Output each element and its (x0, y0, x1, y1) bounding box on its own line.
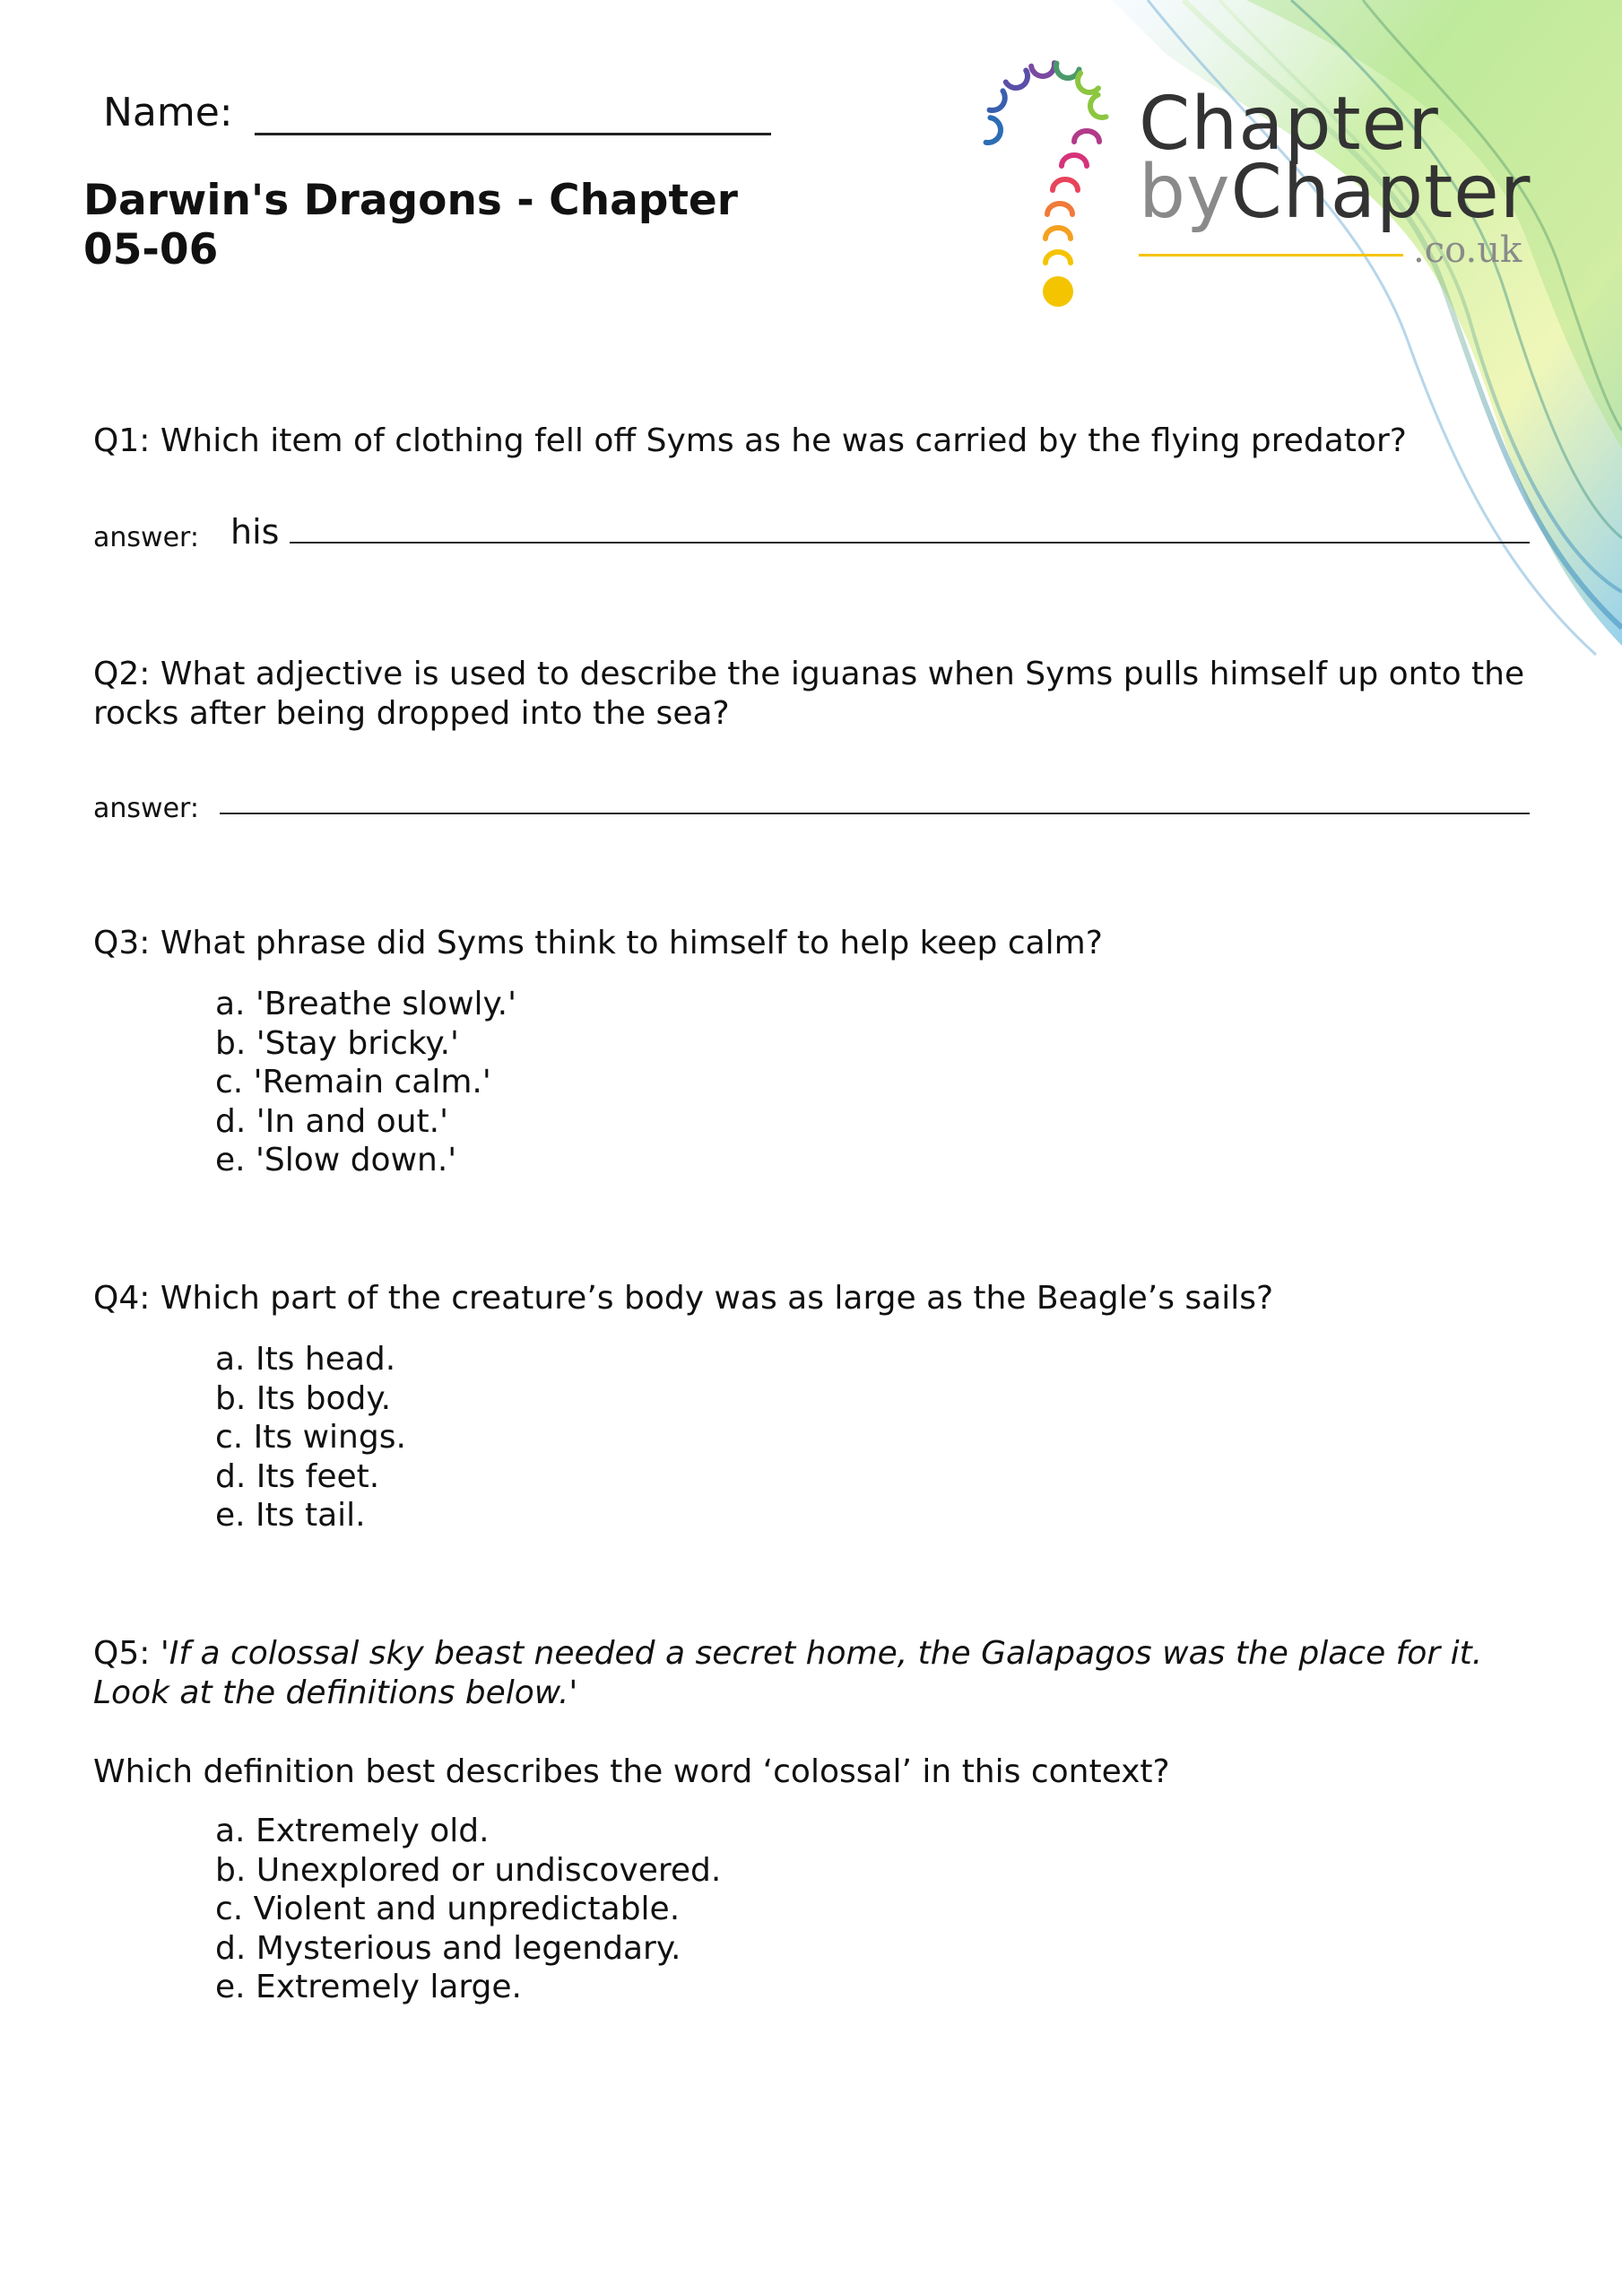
question-5-option-e[interactable]: e. Extremely large. (215, 1969, 522, 2005)
question-1-answer-label: answer: (93, 522, 199, 553)
logo-chapter: Chapter (1230, 150, 1531, 235)
logo-domain: .co.uk (1413, 230, 1522, 271)
question-5-option-c[interactable]: c. Violent and unpredictable. (215, 1891, 681, 1927)
name-label: Name: (103, 90, 233, 135)
question-5-quote: 'If a colossal sky beast needed a secret home, the Galapagos was the place for it. Look at the definitions below.' (93, 1635, 1483, 1711)
question-5-prompt: Which definition best describes the word ‘colossal’ in this context? (93, 1753, 1170, 1790)
question-3-option-c[interactable]: c. 'Remain calm.' (215, 1064, 491, 1100)
question-4-option-a[interactable]: a. Its head. (215, 1341, 396, 1378)
question-4-text: Q4: Which part of the creature’s body was as large as the Beagle’s sails? (93, 1280, 1274, 1317)
question-4-option-b[interactable]: b. Its body. (215, 1379, 392, 1417)
question-4-option-e[interactable]: e. Its tail. (215, 1497, 366, 1534)
worksheet-title: Darwin's Dragons - Chapter 05-06 (83, 176, 738, 274)
logo-by: by (1139, 150, 1231, 235)
question-3-text: Q3: What phrase did Syms think to himself to help keep calm? (93, 925, 1103, 961)
question-1-answer-line[interactable] (290, 542, 1530, 544)
name-row (103, 90, 771, 135)
question-2-text: Q2: What adjective is used to describe the iguanas when Syms pulls himself up onto the rocks after being dropped into the sea? (93, 656, 1525, 732)
question-4-option-d[interactable]: d. Its feet. (215, 1457, 380, 1495)
question-5-option-b[interactable]: b. Unexplored or undiscovered. (215, 1851, 722, 1889)
question-3-options (215, 985, 516, 1180)
question-3-option-b[interactable]: b. 'Stay bricky.' (215, 1024, 459, 1062)
question-3-option-e[interactable]: e. 'Slow down.' (215, 1142, 457, 1178)
question-5-option-a[interactable]: a. Extremely old. (215, 1813, 490, 1849)
question-2-answer-label: answer: (93, 793, 199, 824)
name-input-line[interactable] (255, 91, 771, 135)
question-2-answer-line[interactable] (220, 813, 1530, 814)
logo-underline (1139, 254, 1403, 257)
question-5-text (93, 1634, 1546, 1713)
question-3-option-a[interactable]: a. 'Breathe slowly.' (215, 986, 517, 1022)
question-5-option-d[interactable]: d. Mysterious and legendary. (215, 1929, 681, 1967)
question-4-options (215, 1340, 406, 1535)
logo-line-2 (1139, 150, 1531, 235)
question-5-prefix: Q5: (93, 1635, 160, 1672)
logo-wordmark (1139, 82, 1531, 235)
chapter-by-chapter-logo-icon (968, 45, 1130, 314)
question-4-option-c[interactable]: c. Its wings. (215, 1419, 406, 1456)
logo-line-1: Chapter (1139, 82, 1439, 167)
question-3-option-d[interactable]: d. 'In and out.' (215, 1102, 448, 1140)
question-5-options (215, 1812, 721, 2007)
question-1-text: Q1: Which item of clothing fell off Syms as he was carried by the flying predator? (93, 422, 1407, 459)
question-1-answer-prefix: his (230, 512, 280, 552)
